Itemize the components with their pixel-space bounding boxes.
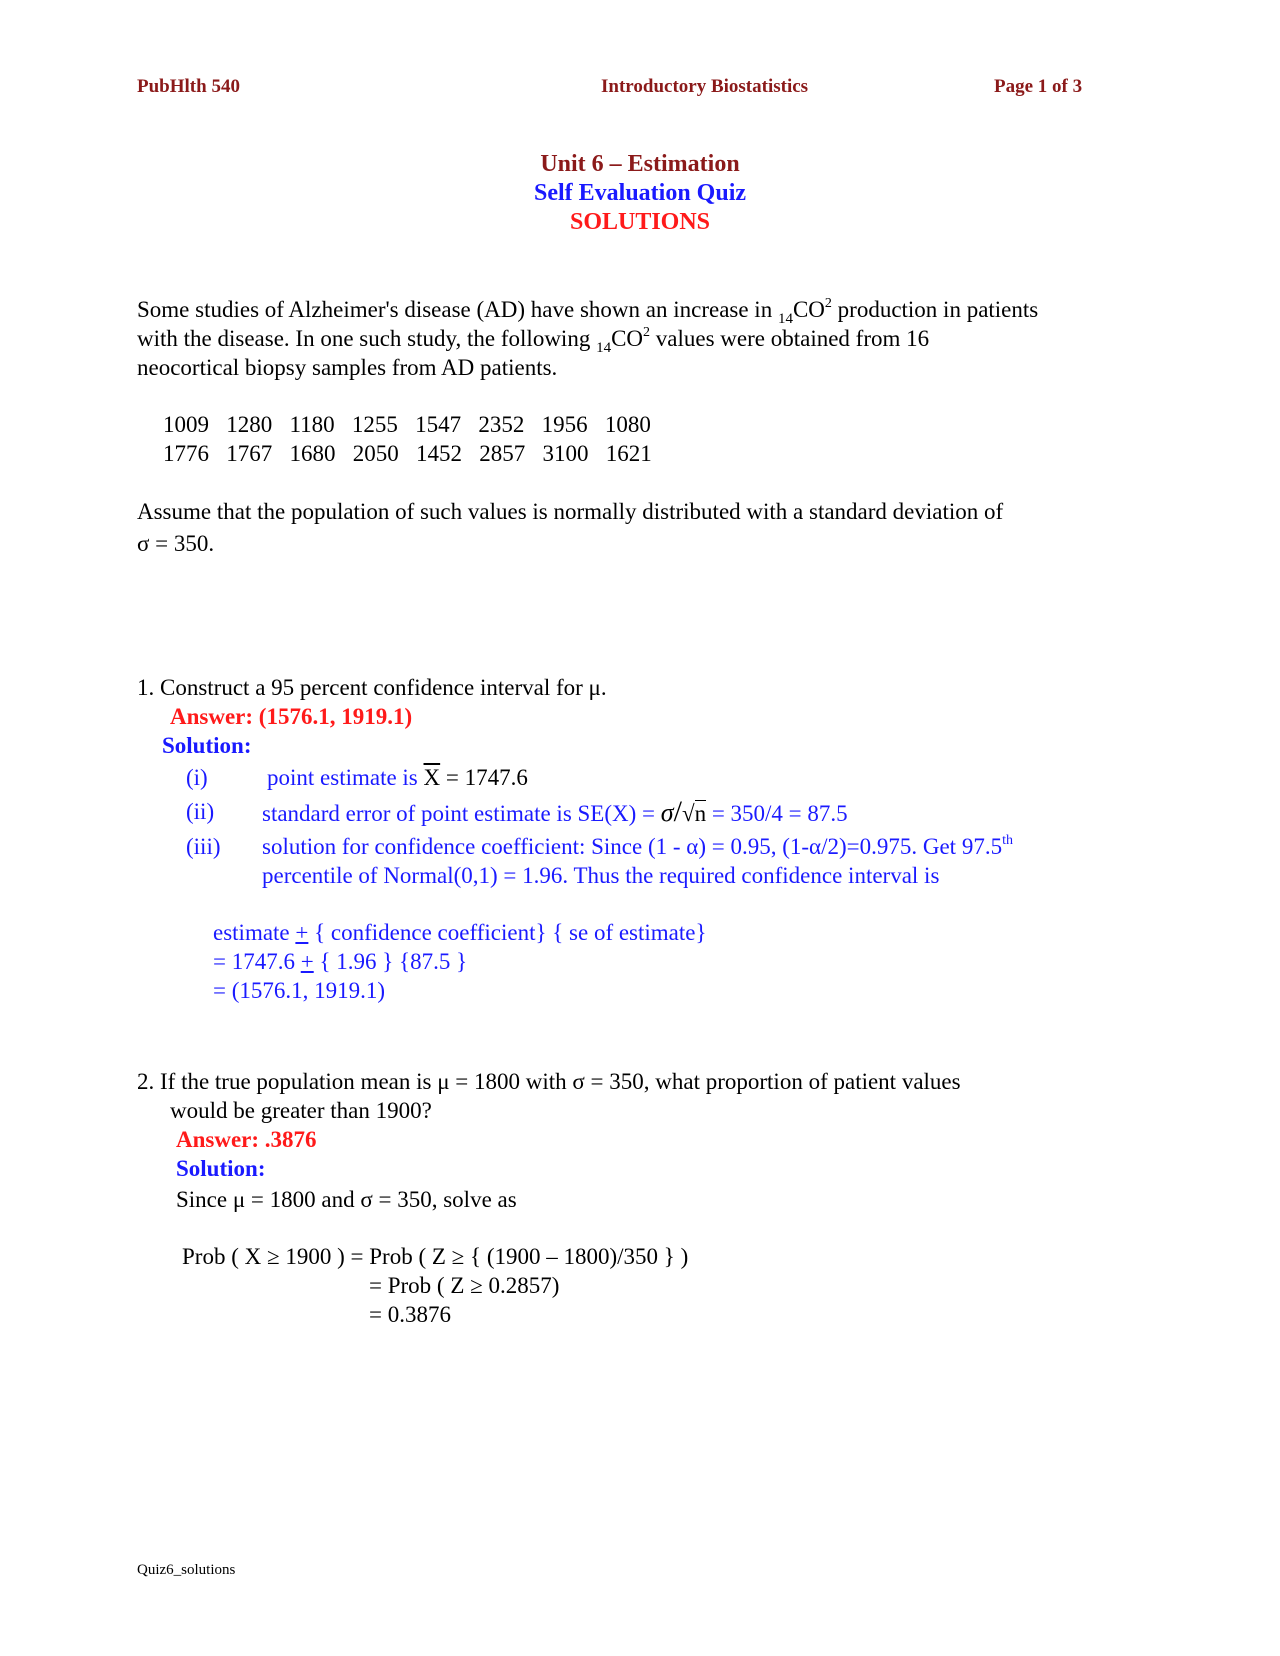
course-code: PubHlth 540 xyxy=(137,76,240,97)
footer-filename: Quiz6_solutions xyxy=(137,1562,236,1578)
answer-2: Answer: .3876 xyxy=(176,1127,317,1152)
data-value: 1776 xyxy=(163,441,209,466)
assumption-line-1: Assume that the population of such values is normally distributed with a standard deviation of xyxy=(137,499,1004,524)
calc-text: Prob ( X xyxy=(182,1244,267,1269)
ge-symbol: ≥ xyxy=(266,1244,280,1269)
question-1: 1. Construct a 95 percent confidence interval for μ. xyxy=(137,675,607,700)
ge-symbol: ≥ xyxy=(451,1244,465,1269)
calc-text: 0.2857) xyxy=(482,1273,560,1298)
slash-symbol: / xyxy=(673,795,682,828)
data-row-2 xyxy=(163,441,652,467)
step-iii-line-2: percentile of Normal(0,1) = 1.96. Thus the required confidence interval is xyxy=(262,863,940,888)
answer-1: Answer: (1576.1, 1919.1) xyxy=(170,704,413,729)
sqrt-symbol: √ xyxy=(681,801,695,826)
intro-line-2 xyxy=(137,325,929,357)
data-value: 1680 xyxy=(289,441,336,466)
data-value: 1767 xyxy=(226,441,273,466)
data-value: 2857 xyxy=(479,441,526,466)
quiz-title: Self Evaluation Quiz xyxy=(533,180,747,206)
data-value: 1956 xyxy=(541,412,588,437)
step-text: standard error of point estimate is SE(X) = xyxy=(262,801,661,826)
formula-text: estimate xyxy=(213,920,296,945)
n-symbol: n xyxy=(694,801,707,826)
subscript: 14 xyxy=(777,311,793,327)
step-i-number: (i) xyxy=(186,765,208,790)
data-value: 1452 xyxy=(416,441,462,466)
formula-text: = 1747.6 xyxy=(213,949,301,974)
calc-text: 1900 ) = Prob ( Z xyxy=(279,1244,452,1269)
se-value: = 350/4 = 87.5 xyxy=(706,801,848,826)
unit-title: Unit 6 – Estimation xyxy=(540,151,740,177)
calc-text: = Prob ( Z xyxy=(369,1273,471,1298)
data-value: 1280 xyxy=(226,412,273,437)
data-value: 1009 xyxy=(163,412,209,437)
data-value: 1180 xyxy=(289,412,335,437)
intro-text: with the disease. In one such study, the following xyxy=(137,326,597,351)
data-value: 3100 xyxy=(542,441,589,466)
ci-formula-line-3: = (1576.1, 1919.1) xyxy=(213,978,386,1003)
data-value: 1080 xyxy=(604,412,651,437)
step-iii-number: (iii) xyxy=(186,834,221,859)
point-estimate-value: = 1747.6 xyxy=(440,765,528,790)
plus-minus-symbol: + xyxy=(295,920,309,945)
step-i-text xyxy=(267,764,528,792)
data-value: 2050 xyxy=(352,441,399,466)
superscript: 2 xyxy=(643,325,651,340)
data-value: 1547 xyxy=(415,412,462,437)
data-value: 1621 xyxy=(605,441,652,466)
intro-line-1 xyxy=(137,296,1038,328)
solutions-title: SOLUTIONS xyxy=(569,209,711,235)
superscript: th xyxy=(1002,833,1013,848)
step-text: solution for confidence coefficient: Since (1 - α) = 0.95, (1-α/2)=0.975. Get 97.5 xyxy=(262,834,1003,859)
formula-text: { confidence coefficient} { se of estimate} xyxy=(308,920,707,945)
intro-line-3: neocortical biopsy samples from AD patients. xyxy=(137,355,558,380)
step-text: point estimate is xyxy=(267,765,424,790)
solution-1-label: Solution: xyxy=(162,733,252,758)
page-number: Page 1 of 3 xyxy=(994,76,1083,97)
superscript: 2 xyxy=(824,296,832,311)
data-value: 2352 xyxy=(478,412,525,437)
ge-symbol: ≥ xyxy=(470,1273,483,1298)
calc-text: { (1900 – 1800)/350 } ) xyxy=(464,1244,689,1269)
step-ii-number: (ii) xyxy=(186,799,215,824)
calc-line-2 xyxy=(369,1272,559,1300)
solution-2-label: Solution: xyxy=(176,1156,266,1181)
co-text: CO xyxy=(611,326,644,351)
plus-minus-symbol: + xyxy=(300,949,314,974)
data-row-1 xyxy=(163,412,651,438)
intro-text: values were obtained from 16 xyxy=(650,326,930,351)
ci-formula-line-1 xyxy=(213,919,707,947)
x-bar: $\overline{X}$ xyxy=(423,765,441,790)
calc-line-3: = 0.3876 xyxy=(369,1302,451,1327)
course-title: Introductory Biostatistics xyxy=(601,76,809,97)
calc-line-1 xyxy=(182,1243,688,1271)
intro-text: production in patients xyxy=(831,297,1039,322)
solution-2-since: Since μ = 1800 and σ = 350, solve as xyxy=(176,1187,517,1212)
question-2-line-2: would be greater than 1900? xyxy=(170,1098,432,1123)
formula-text: { 1.96 } {87.5 } xyxy=(313,949,468,974)
sigma-symbol: σ xyxy=(660,798,674,827)
ci-formula-line-2 xyxy=(213,948,467,976)
data-value: 1255 xyxy=(351,412,398,437)
intro-text: Some studies of Alzheimer's disease (AD) have shown an increase in xyxy=(137,297,778,322)
subscript: 14 xyxy=(596,340,612,356)
question-2-line-1: 2. If the true population mean is μ = 1800 with σ = 350, what proportion of patient values xyxy=(137,1069,961,1094)
step-iii-line-1 xyxy=(262,833,1013,865)
assumption-line-2: σ = 350. xyxy=(137,531,215,556)
step-ii-text xyxy=(262,795,848,828)
co-text: CO xyxy=(792,297,825,322)
